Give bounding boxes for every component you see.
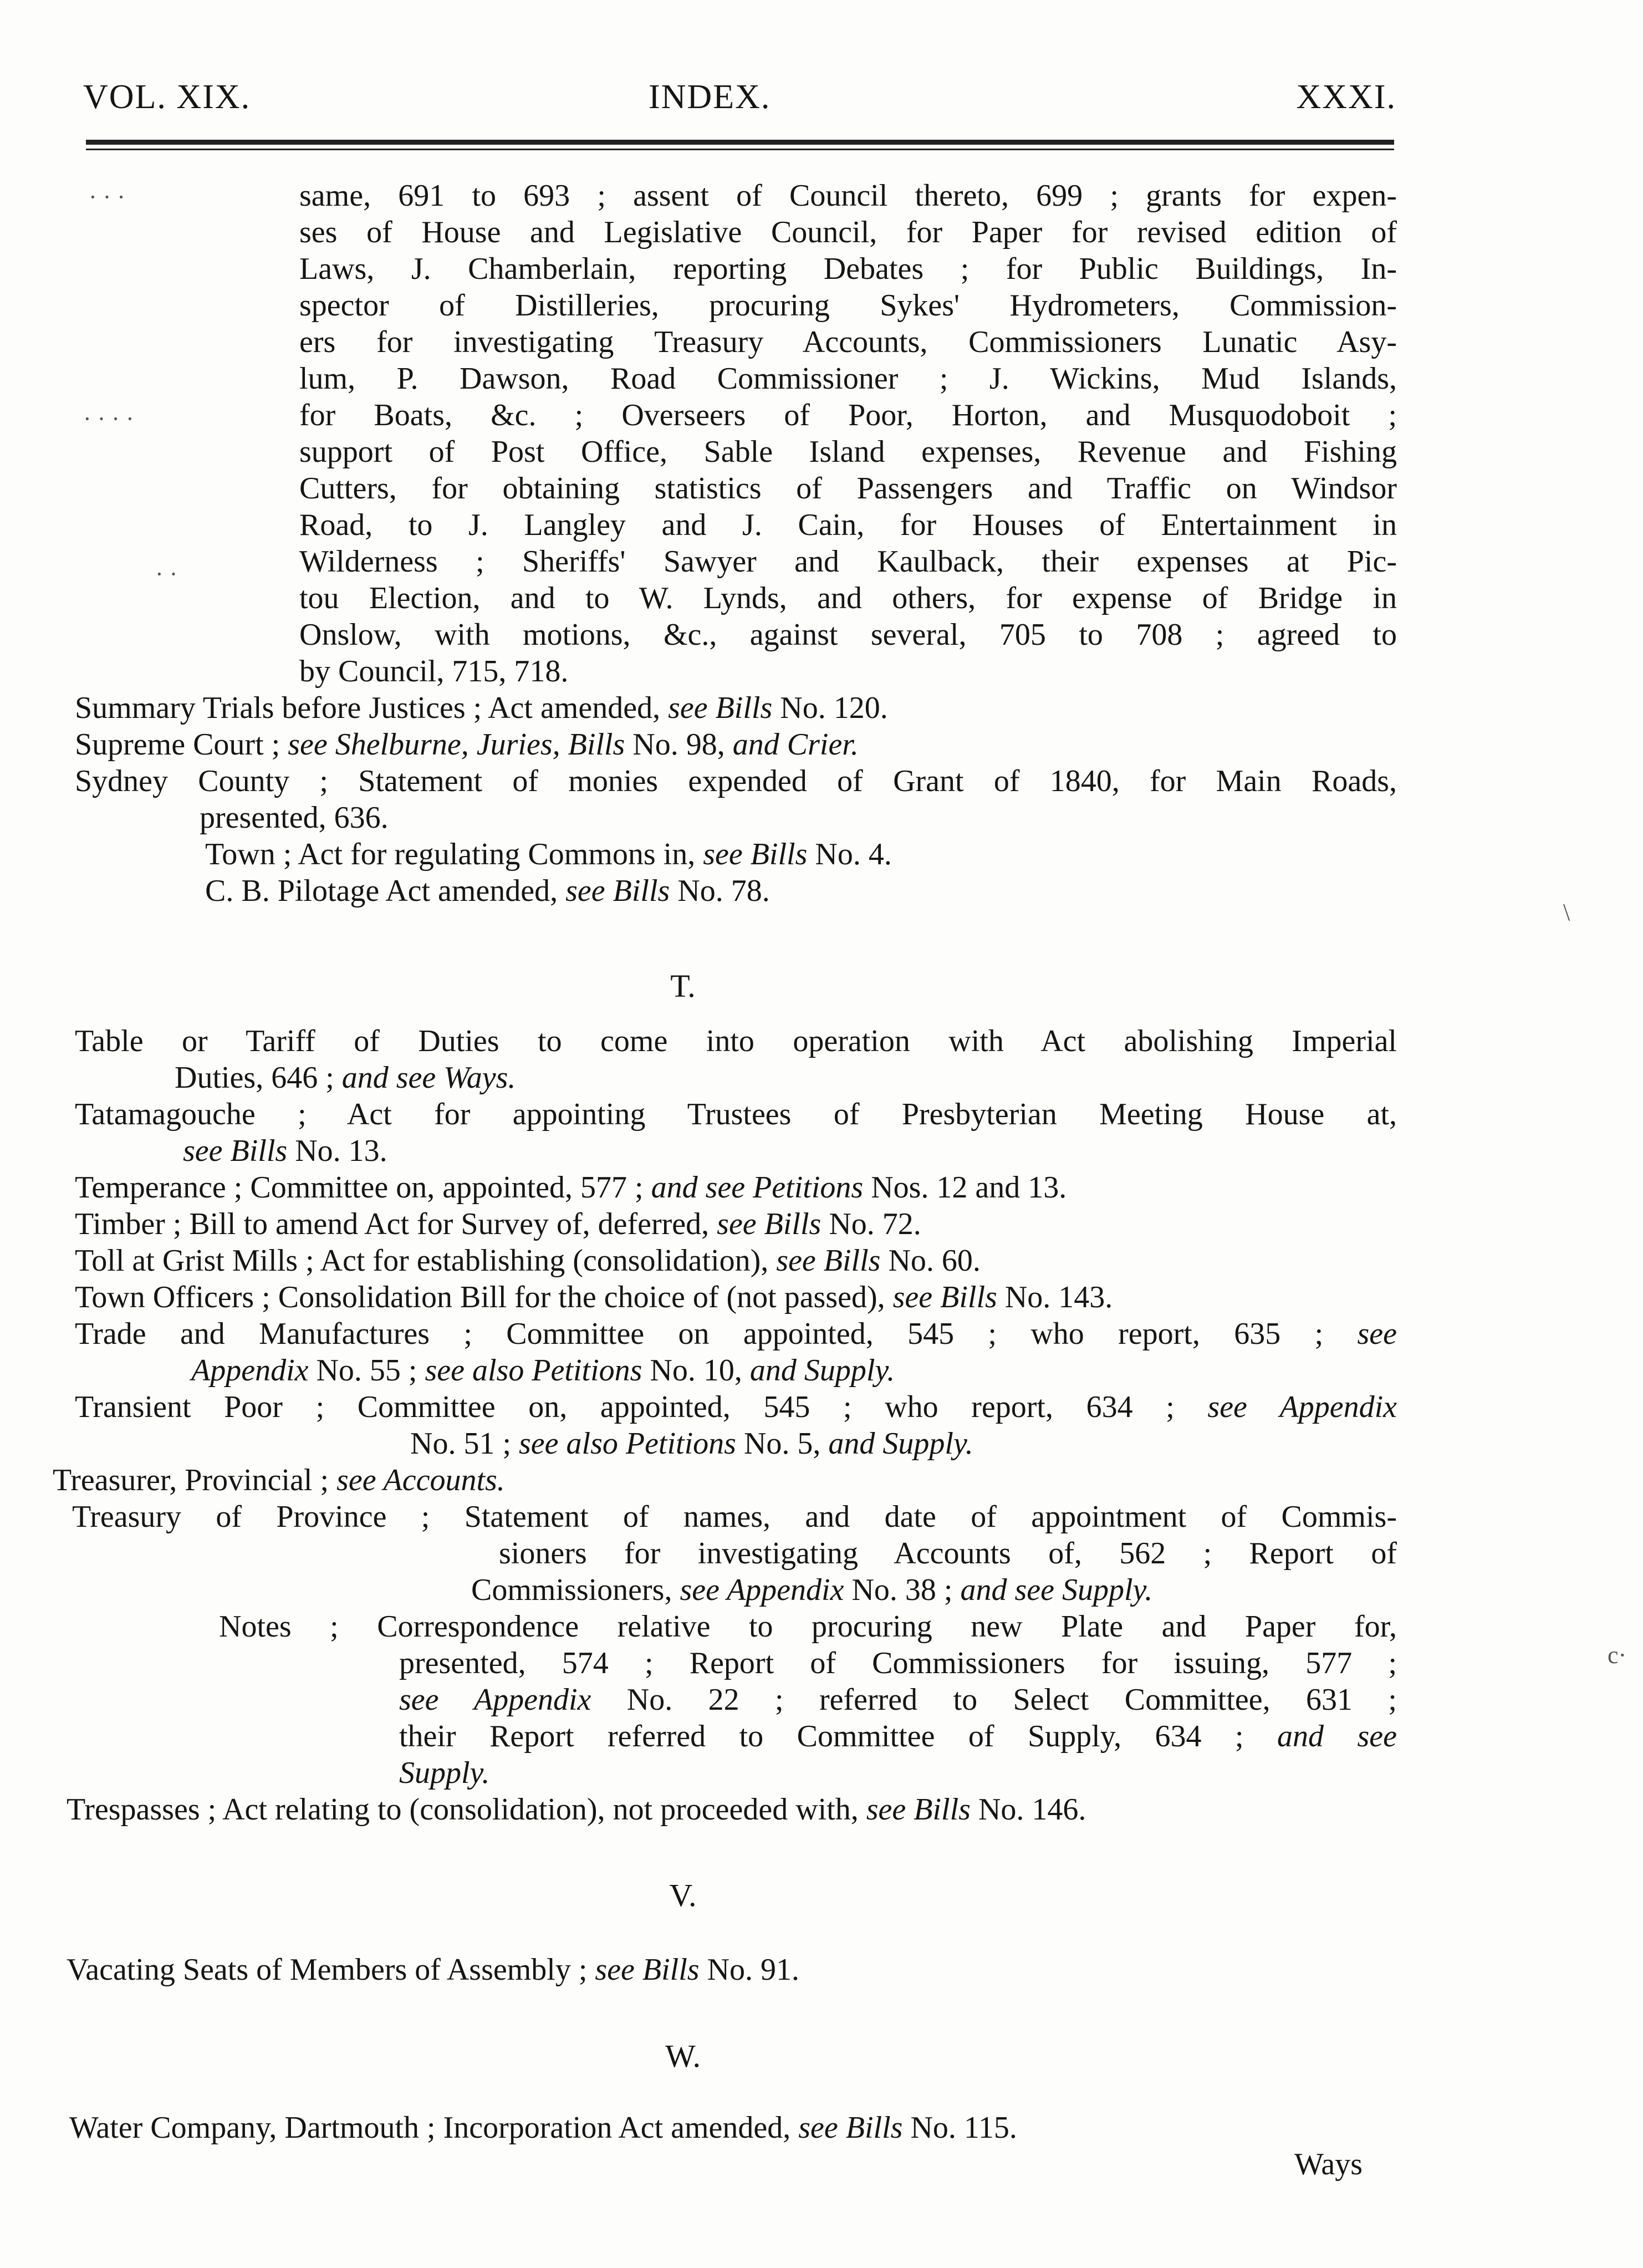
line-text: Ways: [1294, 2147, 1363, 2182]
line-text: No. 72.: [821, 1207, 921, 1241]
index-line: [399, 1755, 489, 1791]
line-text: Vacating Seats of Members of Assembly ;: [67, 1953, 595, 1987]
margin-specks: c·: [1608, 1642, 1627, 1669]
index-line: [69, 2109, 1017, 2146]
italic-reference: Supply.: [399, 1756, 490, 1790]
line-text: No. 120.: [772, 691, 888, 725]
index-line: [67, 1791, 1086, 1828]
index-line: [399, 1681, 1397, 1718]
margin-specks: \: [1563, 899, 1570, 926]
italic-reference: see Bills: [668, 691, 773, 725]
italic-reference: and Crier.: [732, 727, 859, 762]
italic-reference: see Appendix: [399, 1683, 591, 1717]
line-text: same, 691 to 693 ; assent of Council thereto, 699 ; grants for expen-: [299, 179, 1397, 213]
italic-reference: see Bills: [798, 2111, 903, 2145]
index-line: [75, 1316, 1397, 1352]
line-text: Town ; Act for regulating Commons in,: [205, 837, 703, 871]
line-text: Road, to J. Langley and J. Cain, for Houses of Entertainment in: [299, 508, 1397, 542]
line-text: spector of Distilleries, procuring Sykes' Hydrometers, Commission-: [299, 288, 1397, 323]
margin-specks: · ·: [155, 560, 178, 588]
line-text: No. 38 ;: [844, 1573, 961, 1607]
line-text: No. 78.: [670, 874, 770, 908]
italic-reference: and see Petitions: [651, 1170, 864, 1205]
index-line: [75, 726, 859, 763]
italic-reference: see also Petitions: [519, 1426, 736, 1461]
index-line: [191, 1352, 895, 1389]
index-line: [299, 177, 1397, 214]
line-text: No. 55 ;: [308, 1353, 425, 1388]
line-text: Duties, 646 ;: [175, 1061, 342, 1095]
index-line: [75, 1169, 1067, 1206]
line-text: Commissioners,: [471, 1573, 680, 1607]
italic-reference: see also Petitions: [425, 1353, 642, 1388]
italic-reference: see Bills: [703, 837, 808, 871]
index-line: [205, 836, 892, 873]
index-line: [299, 360, 1397, 397]
page-title: INDEX.: [649, 78, 771, 116]
index-line: [200, 799, 389, 836]
margin-specks: · · ·: [89, 184, 125, 211]
line-text: Cutters, for obtaining statistics of Passengers and Traffic on Windsor: [299, 471, 1397, 506]
line-text: Summary Trials before Justices ; Act amended,: [75, 691, 669, 725]
line-text: No. 98,: [625, 727, 733, 762]
line-text: support of Post Office, Sable Island expenses, Revenue and Fishing: [299, 435, 1397, 469]
line-text: No. 10,: [642, 1353, 750, 1388]
line-text: sioners for investigating Accounts of, 562 ; Report of: [499, 1536, 1397, 1571]
index-line: [175, 1059, 516, 1096]
italic-reference: and see Ways.: [341, 1061, 516, 1095]
section-heading-t: T.: [670, 968, 696, 1004]
index-line: [183, 1133, 387, 1169]
line-text: Supreme Court ;: [75, 727, 288, 762]
index-line: [299, 251, 1397, 287]
line-text: Wilderness ; Sheriffs' Sawyer and Kaulback, their expenses at Pic-: [299, 544, 1397, 579]
index-line: [499, 1535, 1397, 1572]
italic-reference: see Shelburne, Juries, Bills: [288, 727, 625, 762]
margin-specks: · · · ·: [83, 405, 134, 432]
line-text: No. 22 ; referred to Select Committee, 631 ;: [591, 1683, 1397, 1717]
index-line: [53, 1462, 505, 1499]
line-text: C. B. Pilotage Act amended,: [205, 874, 566, 908]
index-line: [219, 1608, 1397, 1645]
index-line: [299, 507, 1397, 543]
line-text: No. 60.: [880, 1243, 981, 1278]
index-line: [75, 1242, 981, 1279]
italic-reference: see Bills: [717, 1207, 822, 1241]
line-text: Temperance ; Committee on, appointed, 577 ;: [75, 1170, 651, 1205]
index-line: [299, 214, 1397, 251]
line-text: presented, 636.: [200, 801, 389, 835]
volume-label: VOL. XIX.: [83, 78, 251, 116]
header-rule-thin: [86, 149, 1394, 150]
line-text: presented, 574 ; Report of Commissioners for issuing, 577 ;: [399, 1646, 1397, 1680]
index-line: [399, 1645, 1397, 1681]
line-text: their Report referred to Committee of Supply, 634 ;: [399, 1719, 1278, 1754]
section-heading-v: V.: [669, 1877, 697, 1913]
line-text: Trespasses ; Act relating to (consolidation), not proceeded with,: [67, 1792, 866, 1827]
line-text: Toll at Grist Mills ; Act for establishing (consolidation),: [75, 1243, 777, 1278]
line-text: Laws, J. Chamberlain, reporting Debates ; for Public Buildings, In-: [299, 252, 1397, 286]
italic-reference: see Accounts.: [336, 1463, 505, 1497]
line-text: No. 51 ;: [410, 1426, 519, 1461]
index-line: [75, 1206, 921, 1242]
index-line: [75, 1279, 1113, 1316]
italic-reference: and Supply.: [749, 1353, 895, 1388]
line-text: lum, P. Dawson, Road Commissioner ; J. Wickins, Mud Islands,: [299, 361, 1397, 396]
line-text: Treasury of Province ; Statement of names, and date of appointment of Commis-: [72, 1500, 1397, 1534]
line-text: Timber ; Bill to amend Act for Survey of, deferred,: [75, 1207, 717, 1241]
line-text: Water Company, Dartmouth ; Incorporation Act amended,: [69, 2111, 799, 2145]
line-text: Sydney County ; Statement of monies expended of Grant of 1840, for Main Roads,: [75, 764, 1397, 798]
line-text: No. 115.: [902, 2111, 1017, 2145]
index-line: [75, 1096, 1397, 1133]
line-text: Onslow, with motions, &c., against several, 705 to 708 ; agreed to: [299, 618, 1397, 652]
index-line: [72, 1499, 1397, 1535]
index-line: [299, 543, 1397, 580]
index-line: [410, 1425, 973, 1462]
line-text: Trade and Manufactures ; Committee on appointed, 545 ; who report, 635 ;: [75, 1317, 1358, 1351]
index-line: [299, 324, 1397, 360]
line-text: Nos. 12 and 13.: [863, 1170, 1067, 1205]
index-line: [205, 873, 770, 909]
italic-reference: see Bills: [565, 874, 670, 908]
line-text: for Boats, &c. ; Overseers of Poor, Horton, and Musquodoboit ;: [299, 398, 1397, 432]
index-line: [75, 1389, 1397, 1425]
line-text: Town Officers ; Consolidation Bill for the choice of (not passed),: [75, 1280, 893, 1314]
index-line: [299, 434, 1397, 470]
italic-reference: Appendix: [191, 1353, 309, 1388]
index-line: [75, 763, 1397, 799]
italic-reference: see Appendix: [680, 1573, 844, 1607]
page-number: XXXI.: [1296, 78, 1396, 116]
italic-reference: see Bills: [892, 1280, 997, 1314]
line-text: by Council, 715, 718.: [299, 654, 569, 689]
italic-reference: see: [1357, 1317, 1397, 1351]
line-text: No. 13.: [287, 1134, 387, 1168]
italic-reference: see Bills: [866, 1792, 971, 1827]
index-line: [1294, 2146, 1363, 2183]
italic-reference: and Supply.: [828, 1426, 973, 1461]
italic-reference: see Bills: [183, 1134, 288, 1168]
index-line: [399, 1718, 1397, 1755]
line-text: No. 91.: [699, 1953, 800, 1987]
line-text: ses of House and Legislative Council, for Paper for revised edition of: [299, 215, 1397, 249]
line-text: No. 5,: [736, 1426, 829, 1461]
line-text: No. 4.: [807, 837, 892, 871]
line-text: ers for investigating Treasury Accounts, Commissioners Lunatic Asy-: [299, 325, 1397, 359]
index-line: [67, 1951, 799, 1988]
line-text: Transient Poor ; Committee on, appointed, 545 ; who report, 634 ;: [75, 1390, 1208, 1424]
line-text: Table or Tariff of Duties to come into operation with Act abolishing Imperial: [75, 1024, 1397, 1058]
index-line: [299, 470, 1397, 507]
index-line: [471, 1572, 1152, 1608]
line-text: No. 143.: [997, 1280, 1113, 1314]
index-line: [299, 397, 1397, 434]
italic-reference: and see: [1277, 1719, 1397, 1754]
index-line: [75, 690, 888, 726]
index-line: [299, 287, 1397, 324]
italic-reference: see Appendix: [1207, 1390, 1397, 1424]
line-text: Tatamagouche ; Act for appointing Trustees of Presbyterian Meeting House at,: [75, 1097, 1397, 1132]
italic-reference: see Bills: [776, 1243, 881, 1278]
line-text: Treasurer, Provincial ;: [53, 1463, 337, 1497]
header-rule-thick: [86, 140, 1394, 145]
index-line: [299, 580, 1397, 616]
section-heading-w: W.: [665, 2038, 701, 2074]
line-text: No. 146.: [970, 1792, 1086, 1827]
index-line: [299, 653, 568, 690]
italic-reference: and see Supply.: [960, 1573, 1153, 1607]
index-line: [299, 616, 1397, 653]
line-text: Notes ; Correspondence relative to procuring new Plate and Paper for,: [219, 1609, 1397, 1644]
line-text: tou Election, and to W. Lynds, and others, for expense of Bridge in: [299, 581, 1397, 615]
index-line: [75, 1023, 1397, 1059]
italic-reference: see Bills: [595, 1953, 700, 1987]
